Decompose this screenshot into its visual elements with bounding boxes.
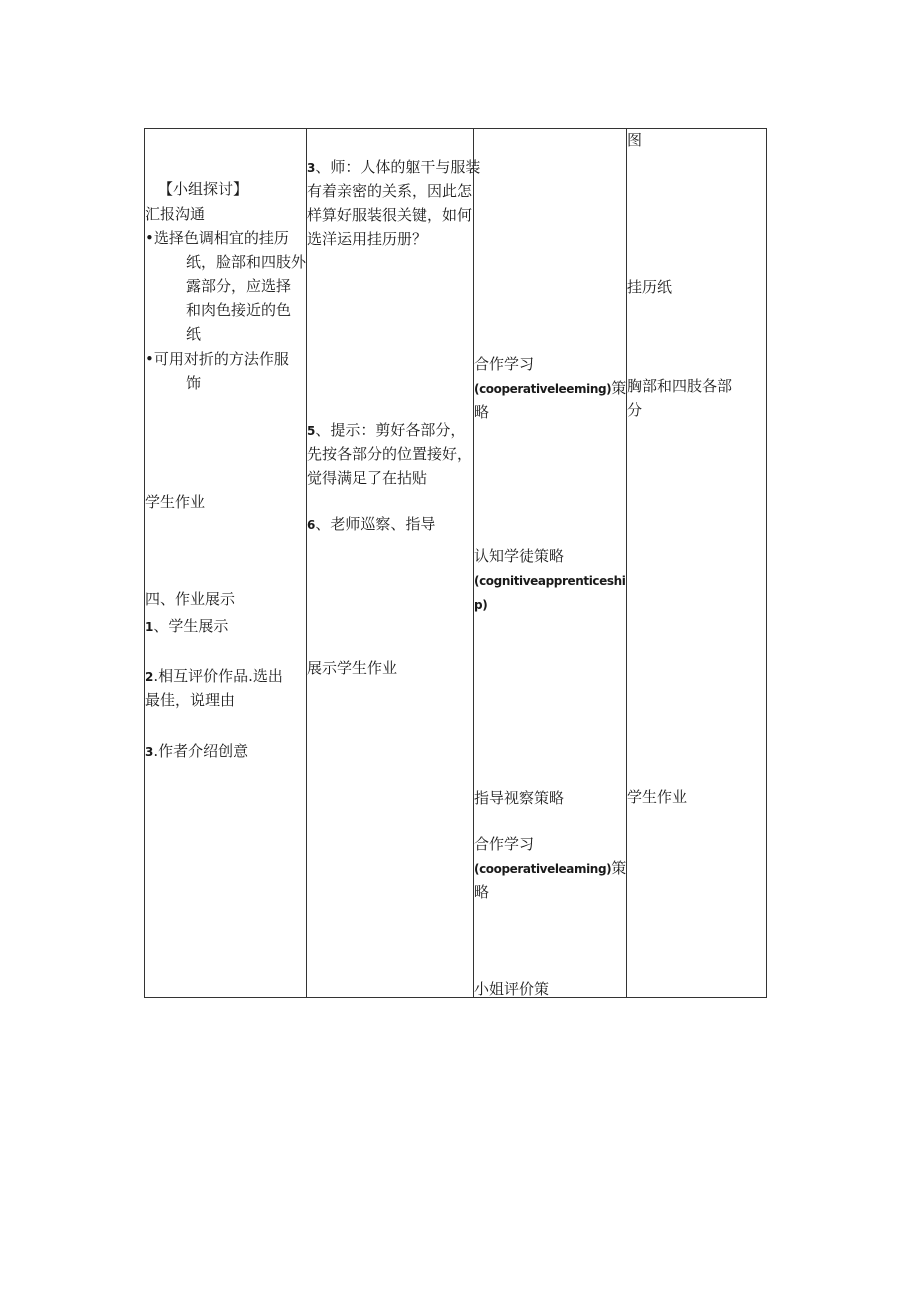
material-label: 图 [627,131,643,149]
text-line: 样算好服装很关键，如何 [307,206,473,224]
strategy-label: 合作学习 [474,835,535,853]
bullet-line: 和肉色接近的色 [186,301,292,319]
student-work-label: 学生作业 [145,493,206,511]
text-line: 选洋运用挂历册？ [307,230,428,248]
strategy-english: (cognitiveapprenticeshi [474,574,626,588]
strategy-label: 合作学习 [474,355,535,373]
bullet-line: •选择色调相宜的挂历 [145,229,289,247]
strategy-english: p) [474,598,488,612]
strategy-label: 小姐评价策 [474,980,550,998]
section-heading: 四、作业展示 [145,590,236,608]
material-label: 挂历纸 [627,278,673,296]
report-heading: 汇报沟通 [145,205,206,223]
strategy-english: (cooperativeleaming)策 [474,859,627,877]
strategy-label: 略 [474,403,490,421]
bullet-line: 饰 [186,374,202,392]
strategy-english: (cooperativeleeming)策 [474,379,627,397]
strategy-label: 认知学徒策略 [474,547,565,565]
discussion-title: 【小组探讨】 [158,180,249,198]
list-item: 3.作者介绍创意 [145,742,249,760]
strategy-label: 略 [474,883,490,901]
list-item: 3、师：人体的躯干与服装 [307,158,481,176]
show-work-label: 展示学生作业 [307,659,398,677]
bullet-line: 纸，脸部和四肢外 [186,253,307,271]
list-item: 5、提示：剪好各部分， [307,421,466,439]
strategy-label: 指导视察策略 [474,789,565,807]
material-label: 分 [627,401,643,419]
list-item: 2.相互评价作品.选出 [145,667,283,685]
list-item: 6、老师巡察、指导 [307,515,436,533]
list-item: 1、学生展示 [145,617,229,635]
bullet-line: 露部分，应选择 [186,277,292,295]
text-line: 觉得满足了在拈贴 [307,469,428,487]
material-label: 学生作业 [627,788,688,806]
bullet-line: •可用对折的方法作服 [145,350,289,368]
material-label: 胸部和四肢各部 [627,377,733,395]
column-divider [306,129,307,997]
text-line: 先按各部分的位置接好， [307,445,473,463]
bullet-line: 纸 [186,325,202,343]
list-item-continuation: 最佳，说理由 [145,691,236,709]
text-line: 有着亲密的关系，因此怎 [307,182,473,200]
